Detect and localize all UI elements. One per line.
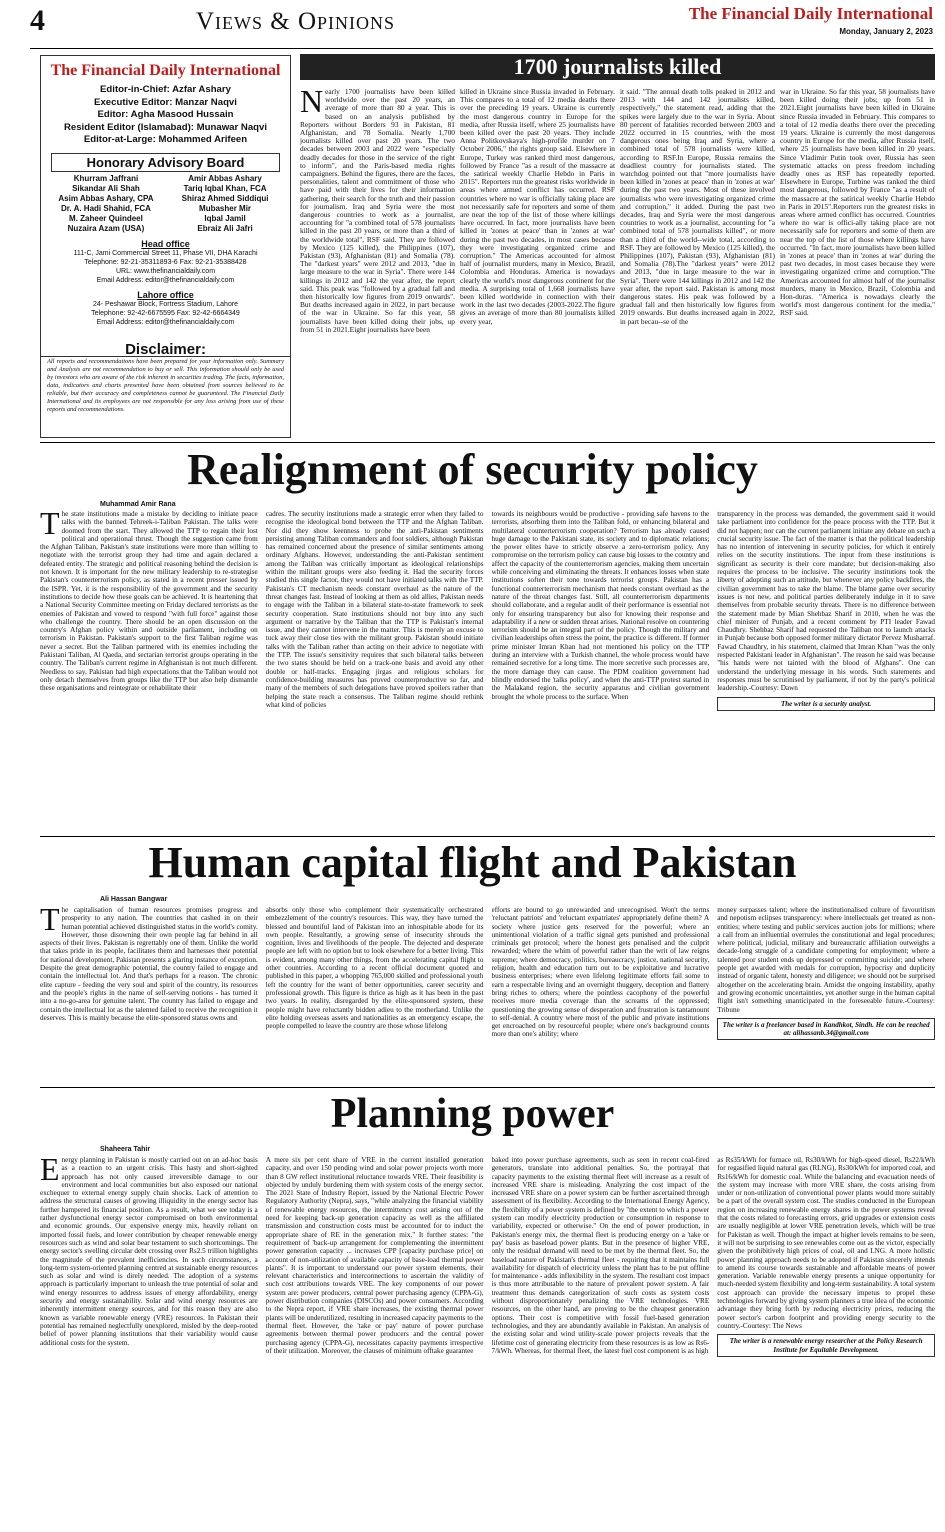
disclaimer-box (40, 341, 291, 438)
paper-name: The Financial Daily International (688, 4, 933, 23)
article-body (300, 88, 935, 438)
staff-line: Executive Editor: Manzar Naqvi (94, 96, 237, 108)
advisor: Khurram Jaffrani (73, 173, 139, 183)
article-headline: 1700 journalists killed (300, 54, 935, 80)
office-email[interactable]: Email Address: editor@thefinancialdaily.com (96, 318, 235, 326)
advisory-board (41, 174, 290, 234)
column-text: early 1700 journalists have been killed worldwide over the past 20 years, an average of more than 80 a year. This is based on an analysis published by Reporters without Borders 93 in Pakistan, 81 Afghanistan, and 78 Somalia. Nearly 1,700 journalists killed over past 20 years. The two decades between 2003 and 2022 were "especially deadly decades for those in the service of the right to inform", and the Paris-based media rights campaigners. Behind the figures, there are the faces, personalities, talent and commitment of those who have paid with their lives for their information gathering, their search for the truth and their passion for journalism. Iraq and Syria were the most dangerous countries to work as a journalist, accounting for "a combined total of 578 journalists killed in the past 20 years, or more than a third of the worldwide total", RSF said. They are followed by Mexico (125 killed), the Philippines (107), Pakistan (93), Afghanistan (81) and Somalia (78). The "darkest years" were 2012 and 2013, "due in large measure to the war in Syria". There were 144 killings in 2012 and 142 the year after, the report said. This peak was "followed by a gradual fall and then historically low figures from 2019 onwards". But deaths increased again in 2022, in part because of the war in Ukraine. So far this year, 58 journalists have been killed doing their jobs, up from 51 in 2021.Eight journalists have been (300, 88, 455, 334)
page-header (0, 0, 945, 50)
column-text: he state institutions made a mistake by deciding to initiate peace talks with the banned Tehreek-i-Taliban Pakistan. The talks were doomed from the start. They allowed the TTP to regain their lost political and operational thrust. Though the suggestion came from the Afghan Taliban, Pakistan's state institutions were more than willing to negotiate with the terrorist group they had time and again declared a defeated entity. The strategic and political reasoning behind the decision is not known. It is important for the new military leadership to re-strategise Pakistan's counterterrorism policy, as stated in a recent presser issued by the ISPR. Yet, it is the responsibility of the government and the security institutions to decide how these goals can be achieved. It is heartening that a National Security Committee meeting on Friday declared terrorists as the enemies of Pakistan and vowed to respond "with full force" against those who challenge the country. There should be an open discussion on the country's Afghan policy within and outside parliament, including on terrorism in Pakistan. Pakistan's support to the first Taliban regime was never a secret. But the Taliban partnered with its enemies including the Pakistani Taliban, Al Qaeda, and sectarian terrorist groups operating in the country. The Taliban's current regime in Afghanistan is not much different. Needless to say, Pakistan had high expectations that the Taliban would not only detach themselves from groups like the TTP but also help dismantle these organisations and reintegrate or rehabilitate their (40, 510, 258, 693)
text-column (40, 1156, 258, 1526)
masthead-box (40, 55, 291, 357)
advisor: Amir Abbas Ashary (188, 173, 262, 183)
text-column (300, 88, 455, 438)
text-column: efforts are bound to go unrewarded and unrecognised. Won't the terms 'reluctant patriots' and 'reluctant expatriates' appropriately define them? A society where justice gets reserved for the powerful; where an unintentional violation of a traffic signal gets punished and professional criminals get protocol; where the honest gets penalised and the culprit rewarded; where the whim of powerful rather than the writ of law reigns supreme; where democracy, politics, bureaucracy, justice, national security, religion, health and education turn out to be exploitative and lucrative business enterprises; where even lifelong legitimate efforts fail some to earn a respectable living and an overnight thuggery, deception and flattery bring riches to others; where the pointless cacophony of the powerful receives more media coverage than the screams of the oppressed; questioning the growing sense of desperation and frustration is tantamount to self-denial. A country where most of the public and private institutions get encroached on by resourceful people; where one's background counts more than one's ability; where (491, 906, 710, 1039)
drop-cap: T (40, 510, 60, 541)
office-line: 111-C, Jami Commercial Street 11, Phase VII, DHA Karachi (73, 249, 258, 257)
text-column (40, 906, 258, 1084)
staff-line: Editor-in-Chief: Azfar Ashary (100, 84, 231, 95)
text-column: towards its neighbours would be productive - providing safe havens to the terrorists, absorbing them into the Taliban fold, or enhancing bilateral and multilateral counterterrorism cooperation? Terrorism has already caused huge damage to the Pakistani state, its society and to diplomatic relations; the power elites have to strictly observe a zero-terrorism policy. Any compromise on the terrorism policy can cause big losses to the country and affect the capacity of the counterterrorism agencies, making them uncertain while conceiving and eliminating the threats. It enhances losses when state institutions soften their tone towards terrorist groups. Pakistan has a functional counterterrorism mechanism that needs constant overhaul as the nature of the threat changes fast. Still, all counterterrorism departments should collaborate, and a regular audit of their performance is essential not only for ensuring transparency but also for knowing their response and adaptability if a new or sudden threat arises. National resolve on countering terrorism should be an integral part of the policy. Though the military and civilian leaderships often stress the point, the practice is different. If former prime minister Imran Khan had not mentioned his policy on the TTP during an interview with a Turkish channel, the whole process would have remained secretive for a long time. The more secretive such processes are, the more damage they can cause. The PDM coalition government had blindly endorsed the 'talks policy', and when the anti-TTP protest started in the Malakand region, the security apparatus and civilian government brought the whole process to the surface. When (491, 510, 710, 701)
office-line: Telephone: 92-42-6675595 Fax: 92-42-6664349 (91, 309, 240, 317)
advisory-left (51, 174, 161, 234)
article-body (40, 906, 935, 1084)
drop-cap: T (40, 906, 60, 937)
section-rule (40, 1087, 935, 1088)
advisory-right (170, 174, 280, 234)
text-column: killed in Ukraine since Russia invaded in February. This compares to a total of 12 media deaths there over the preceding 19 years. Ukraine is currently the most dangerous country in Europe for the media, after Russia itself, where 25 journalists have been killed over the past 20 years. They include Anna Politkovskaya's high-profile murder on 7 October 2006," the rights group said. Elsewhere in Europe, Turkey was ranked third most dangerous, followed by France "as a result of the massacre at the satirical weekly Charlie Hebdo in Paris in 2015". Reporters run the greatest risks worldwide in areas where armed conflict has occurred. RSF countries where no war is officially taking place are not necessarily safe for reporters and some of them are near the top of the list of those where killings have occurred. In fact, more journalists have been killed in 'zones at peace' than in 'zones at war' during the past two decades, in most cases because they were investigating organized crime and corruption." The Americas accounted for almost half of journalist murders, many in Mexico, Brazil, Colombia and Honduras. America is nowadays clearly the world's most dangerous continent for the media. A surprising total of 1,668 journalists have been killed worldwide in connection with their work in the last two decades (2003-2022.The figure gives an average of more than 80 journalists killed every year, (460, 88, 615, 326)
advisory-title: Honorary Advisory Board (51, 153, 280, 172)
article-body (40, 510, 935, 832)
author-note: The writer is a renewable energy researcher at the Policy Research Institute for Equitable Development. (717, 1334, 935, 1357)
text-column: A mere six per cent share of VRE in the current installed generation capacity, and over 150 pending wind and solar power projects worth more than 8 GW reflect institutional reluctance towards VRE. Their feasibility is objected by unduly burdening them with system costs of the energy sector. The 2021 State of Industry Report, issued by the National Electric Power Regulatory Authority (Nepra), says, "while analyzing the financial viability of renewable energy resources, the intermittency cost arising out of the need for keeping back-up generation capacity as well as the affiliated transmission and construction costs must be accounted for to induct the appropriate share of RE in the generation mix." It further states: "the requirement of 'back-up arrangement for complementing the intermittent power generation capacity ... increases CPP [capacity purchase price] on account of non-utilization of available capacity of base-load thermal power plants". It is important to understand our power system elements, their relevant characteristics and interconnections to ascertain the validity of such cost attributions towards VRE. The key components of our power system are: power producers, central power purchasing agency (CPPA-G), power distribution companies (DISCOs) and power consumers. According to the Nepra report, if VRE share increases, the existing thermal power plants will be underutilized, resulting in increased capacity payments to the thermal fleet. However, the 'take or pay' nature of power purchase agreements between thermal power producers and the central power purchasing agency (CPPA-G), necessitates capacity payments irrespective of their utilization. Moreover, the clauses of minimum offtake guarantee (265, 1156, 484, 1355)
issue-date: Monday, January 2, 2023 (839, 27, 933, 36)
head-office-title: Head office (141, 238, 190, 249)
author-note: The writer is a security analyst. (717, 697, 935, 711)
office-url[interactable]: URL: www.thefinancialdaily.com (115, 267, 216, 275)
column-text: nergy planning in Pakistan is mostly carried out on an ad-hoc basis as a reaction to an urgent crisis. This hasty and short-sighted approach has not only caused irreversible damage to our environment and local communities but also exposed our national exchequer to external energy supply chain shocks. Lack of attention to address the structural causes of growing illiquidity in the energy sector has further hampered its financial position. As a result, what we see today is a rather dysfunctional energy sector compromised on both environmental and economic grounds. Our expensive energy mix, heavily reliant on imported fossil fuels, and lower contribution by cheaper renewable energy resources such as wind and solar bear testament to such shortcomings. The energy sector's swelling circular debt crossing over Rs2.5 trillion highlights the magnitude of the prevalent inefficiencies. In such circumstances, a long-term system-oriented planning centred at sustainable energy resources such as solar and wind is direly needed. The adoption of a systems approach is particularly important to unleash the true potential of solar and wind energy resources to address issues of energy affordability, energy security and energy sustainability. Solar and wind energy resources are inherently intermittent energy sources, and for this reason they are also known as variable renewable energy (VRE) resources. In Pakistan their potential has remained neglectfully unexplored, misled by the deep-rooted belief of power planning institutions that their variability would cause additional costs for the system. (40, 1156, 258, 1347)
advisor: Iqbal Jamil (204, 213, 246, 223)
text-column (717, 1156, 935, 1526)
office-line: Telephone: 92-21-35311893-6 Fax: 92-21-35388428 (84, 258, 247, 266)
disclaimer-text: All reports and recommendations have been prepared for your information only. Summary and Analysis are not recommendation to buy or sell. This information should only be used by investors who are aware of the risk inherent in securities trading. The facts, information, data, indicators and charts presented have been obtained from sources believed to be reliable, but their accuracy and completeness cannot be guaranteed. The Financial Daily International and its employees are not responsible for any loss arising from use of these reports and recommendations. (47, 358, 284, 413)
drop-cap: N (300, 88, 324, 119)
section-rule (40, 442, 935, 443)
disclaimer-title: Disclaimer: (125, 341, 206, 358)
text-column: war in Ukraine. So far this year, 58 journalists have been killed doing their jobs; up from 51 in 2021.Eight journalists have been killed in Ukraine since Russia invaded in February. This compares to a total of 12 media deaths there over the preceding 19 years. Ukraine is currently the most dangerous country in Europe for the media, after Russia itself, where 25 journalists have been killed in 20 years. Since Vladimir Putin took over, Russia has seen systematic attacks on press freedom including deadly ones as RSF has repeatedly reported. Elsewhere in Europe, Turbine was ranked the third most dangerous, followed by France "as a result of the massacre at the satirical weekly Charlie Hebdo in Paris in 2015".Reporters run the greatest risks in areas where armed conflict has occurred. Countries where no war is offici-ally taking place are not necessarily safe for reporters and some of them are near the top of the list of those where killings have occurred. "In fact, more journalists have been killed in 'zones at peace' than in 'zones at war' during the past two decades, in most cases because they were investigating organized crime and corruption."The Americas accounted for almost half of the journalist murders, many in Mexico, Brazil, Colombia and Hon-duras. "America is nowadays clearly the world's most dangerous continent for the media," RSF said. (780, 88, 935, 318)
column-text: money surpasses talent; where the institutionalised culture of favouritism and nepotism eclipses transparency: where intellectuals get treated as non-entities; where testing and public services auction jobs for millions; where a call from an influential overrules the constitutional and legal procedures; where political, judicial, military and bureaucratic affiliation outweighs a decade-long struggle of a candidate competing for employment; where a talented poor student ends up depressed or committing suicide; and where people get awarded with medals for corruption, hypocrisy and duplicity instead of organic talent, honesty and diligence; we should not be surprised altogether on the accelerating brain. Amidst the ongoing instability, apathy and growing economic uncertainties, yet another surge in the human capital flight isn't something unanticipated in the foreseeable future.-Courtesy: Tribune (717, 906, 935, 1014)
header-rule (30, 48, 933, 49)
staff-line: Editor-at-Large: Mohammed Arifeen (83, 134, 248, 146)
column-text: he capitalisation of human resources promises progress and prosperity to any nation. The countries that cashed in on their human potential achieved distinguished status in the world's comity. However, those disowning their own people lag far behind in all aspects of their lives. Pakistan is regrettably one of them. Unlike the world that takes pride in its people, facilitates them and harnesses their potential for national development, Pakistan presents a glaring instance of exception. Despite the great demographic potential, the country failed to engage and contain the intellectual lot. And that's perhaps for a reason. The chronic elite capture - feeding the very soul and spirit of the country, its resources and the people's rights in the name of self-serving notions - has turned it into a no-go-area for genuine talent. The country has failed to engage and contain the intellectual lot as the talented failed to receive the recognition it deserves. This is mainly because the elite-sponsored status owns and (40, 906, 258, 1022)
office-line: 24- Peshawar Block, Fortress Stadium, Lahore (92, 300, 239, 308)
article-headline: Realignment of security policy (187, 445, 758, 494)
text-column (717, 906, 935, 1084)
column-text: transparency in the process was demanded, the government said it would take parliament into confidence for the peace process with the TTP. But it did not happen; nor can the current parliament initiate any debate on such a crucial security issue. The fact of the matter is that the political leadership has no intention of intervening in security policies, for which it entirely relies on the security institutions. The input from these institutions is significant as security is their core mandate; but decision-making also requires the process to be inclusive. The security institutions took the liberty of adopting such an attitude, but whenever any policy backfires, the civilian government has to take the blame. The blame game over security issues is not new, and political parties deliberately indulge in it to save themselves from probable security threats. There is no difference between the statement made by Mian Shehbaz Sharif in 2010, when he was the chief minister of Punjab, and a recent comment by PTI leader Fawad Chaudhry. Shehbaz Sharif had requested the Taliban not to launch attacks in Punjab because both opposed former military dictator Pervez Musharraf. Fawad Chaudhry, in his statement, claimed that Imran Khan "was the only respected Pakistani leader in Afghanistan". The reason he said was because "his hands were not tainted with the blood of Afghans". One can understand the underlying message in his words. Such statements and responses must be scrutinised by parliament, if not by the party's political leadership.-Courtesy: Dawn (717, 510, 935, 693)
advisor: Tariq Iqbal Khan, FCA (183, 183, 267, 193)
drop-cap: E (40, 1156, 60, 1187)
text-column: absorbs only those who complement their systematically orchestrated embezzlement of the country's resources. This way, they have turned the blessed and bountiful land of Pakistan into an inhospitable abode for its own people. Resultantly, a growing sense of insecurity shrouds the cognition, lives and livelihoods of the people. The dejected and desperate people are left with no option but to look elsewhere for a better living. This is evident, among many other things, from the accelerating capital flight to other countries. According to a recent official document quoted and published in this paper, a whopping 765,000 skilled and professional youth left the country for the want of better opportunities, career security and professional growth. This figure is thrice as high as it has been in the past two years. In reality, disregarded by the elite-sponsored system, these people might have reluctantly bidden adieu to the motherland. Unlike the elite holding overseas assets and nationalities as an emergency escape, the people compelled to leave the country are those whose lifelong (265, 906, 484, 1031)
advisor: Mubasher Mir (199, 203, 252, 213)
staff-line: Editor: Agha Masood Hussain (97, 109, 234, 121)
byline: Muhammad Amir Rana (100, 501, 176, 508)
masthead-title: The Financial Daily International (50, 62, 281, 79)
advisor: M. Zaheer Quindeel (69, 213, 143, 223)
section-title: Views & Opinions (196, 8, 396, 35)
text-column: cadres. The security institutions made a strategic error when they failed to recognise the ideological bond between the TTP and the Afghan Taliban. Nor did they show keenness to probe the anti-Pakistan sentiments persisting among Taliban commanders and foot soldiers, although Pakistan has remained concerned about the presence of similar sentiments among ordinary Afghans. However, understanding the anti-Pakistan sentiment among the Taliban was critically important as ideological relationships within the militant groups were also feeding it. Had the security forces studied this single factor, they would not have initiated talks with the TTP. Pakistan's CT mechanism needs constant overhaul as the nature of the threat changes fast. Instead of looking at them as old allies, Pakistan needs to engage with the Taliban in a bilateral state-to-state framework to seek security cooperation. State institutions should not buy into any such argument or narrative by the Taliban that the TTP is Pakistan's internal issue, and they cannot intervene in the matter. This is merely an excuse to tuck away their close ties with the militant group. Pakistan should initiate talks with the Taliban rather than acting on their advice to negotiate with the TTP. The issue's sensitivity requires that such bilateral talks between the two states should be held on a track-one basis and avoid any other double or half-tracks. Engaging jirgas and religious scholars for confidence-building measures has proved counterproductive so far, and many of the members of such delegations have proved spoilers rather than helping the state reach a consensus. The Taliban regime should rethink what kind of policies (265, 510, 484, 709)
text-column: baked into power purchase agreements, such as seen in recent coal-fired generators, translate into additional penalties. So, the portrayal that capacity payments to the existing thermal fleet will increase as a result of increased VRE share is misleading. Analyzing the cost impact of the increased VRE share on a power system can be further ascertained through assessment of its flexibility. According to the International Energy Agency, the flexibility of a power system is defined by "the extent to which a power system can modify electricity production or consumption in response to variability, expected or otherwise." On the end of power production, in Pakistan's energy mix, the thermal fleet is producing energy on a 'take or pay' basis as baseload power plants. But in the presence of higher VRE, only the residual demand will need to be met by the thermal fleet. So, the baseload nature of Pakistan's thermal fleet - requiring that it maintains full availability for dispatch of electricity unless the plant has to be put offline for maintenance - adds inflexibility in the system. The resultant cost impact is thus more attributable to the nature of prevalent power system. A fair treatment thus demands categorization of such costs as system costs without disproportionately penalizing the VRE technologies. VRE resources, on the other hand, are proving to be the cheapest generation options. Their cost is competitive with fossil fuel-based generation technologies, and they are abundantly available in Pakistan. An analysis of the existing solar and wind utility-scale power projects reveals that the lifetime cost of generating electricity from these resources is as low as Rs6-7/kWh. Whereas, for thermal fleet, the latest fuel cost component is as high (491, 1156, 710, 1355)
column-text: as Rs35/kWh for furnace oil, Rs30/kWh for high-speed diesel, Rs22/kWh for regasified liquid natural gas (RLNG), Rs30/kWh for imported coal, and Rs16/kWh for domestic coal. While the balancing and evacuation needs of the system may increase with more VRE share, the costs arising from under or non-utilization of conventional power plants would more suitably be a part of the overall system cost. The studies conducted in the European region on increasing renewable energy shares in the power systems reveal that the costs related to forecasting errors, grid upgrades or extension costs are usually negligible at lower VRE penetration levels, which will be true for Pakistan as well. Though the impact at higher levels remains to be seen, it will not be surprising to see renewables come out as the victor, especially given the prohibitively high prices of coal, oil and LNG. A more holistic power planning approach needs to be adopted if Pakistan sincerely intends to amend its course towards sustainable and affordable means of power generation. Variable renewable energy presents a unique opportunity for much-needed system flexibility and long-term sustainability. A total system cost approach can provide the necessary impetus to propel these technologies forward by giving system planners a true idea of the economic advantage they bring forth by reducing electricity prices, reducing the power sector's carbon footprint and providing energy security to the country.-Courtesy: The News (717, 1156, 935, 1330)
advisor: Nuzaira Azam (USA) (67, 223, 145, 233)
byline: Shaheera Tahir (100, 1146, 151, 1153)
staff-line: Resident Editor (Islamabad): Munawar Naqvi (63, 121, 268, 133)
advisor: Asim Abbas Ashary, CPA (58, 193, 154, 203)
article-body (40, 1156, 935, 1526)
article-headline: Human capital flight and Pakistan (148, 838, 797, 887)
office-email[interactable]: Email Address: editor@thefinancialdaily.com (96, 276, 235, 284)
advisor: Shiraz Ahmed Siddiqui (181, 193, 269, 203)
article-headline: Planning power (330, 1091, 615, 1137)
text-column (40, 510, 258, 832)
advisor: Dr. A. Hadi Shahid, FCA (60, 203, 151, 213)
page-number: 4 (30, 4, 45, 37)
text-column (717, 510, 935, 832)
text-column: it said. "The annual death tolls peaked in 2012 and 2013 with 144 and 142 journalists killed, respectively," the statement read, adding that the spikes were largely due to the war in Syria. About 80 percent of fatalities recorded between 2003 and 2022 occurred in 15 countries, with the most dangerous ones being Iraq and Syria, where a combined total of 578 journalists were killed, according to RSF.In Europe, Russia remains the deadliest country for journalists stated. The watchdog pointed out that "more journalists have been killed in 'zones at peace' than in 'zones at war' during the past two years. Most of these involved journalists who were investigating organized crime and corruption," it added. During the past two decades, Iraq and Syria were the most dangerous countries to work as a journalist, accounting for "a combined total of 578 journalists killed", or more than a third of the world--wide total, according to RSF. They are followed by Mexico (125 killed), the Philippines (107), Pakistan (93), Afghanistan (81) and Somalia (78).The "darkest years" were 2012 and 2013, "due in large measure to the war in Syria". There were 144 killings in 2012 and 142 the year after, the report said. Pakistan is among most dangerous states. His peak was followed by a gradual fall and then historically low figures from 2019 onwards. But deaths increased again in 2022, in part becau--se of the (620, 88, 775, 326)
staff-list (41, 84, 290, 147)
advisor: Ebraiz Ali Jafri (197, 223, 253, 233)
byline: Ali Hassan Bangwar (100, 896, 168, 903)
lahore-office-title: Lahore office (137, 289, 194, 300)
advisor: Sikandar Ali Shah (72, 183, 140, 193)
author-note: The writer is a freelancer based in Kandhkot, Sindh. He can be reached at: alihassanb.34@gmail.com (717, 1018, 935, 1041)
